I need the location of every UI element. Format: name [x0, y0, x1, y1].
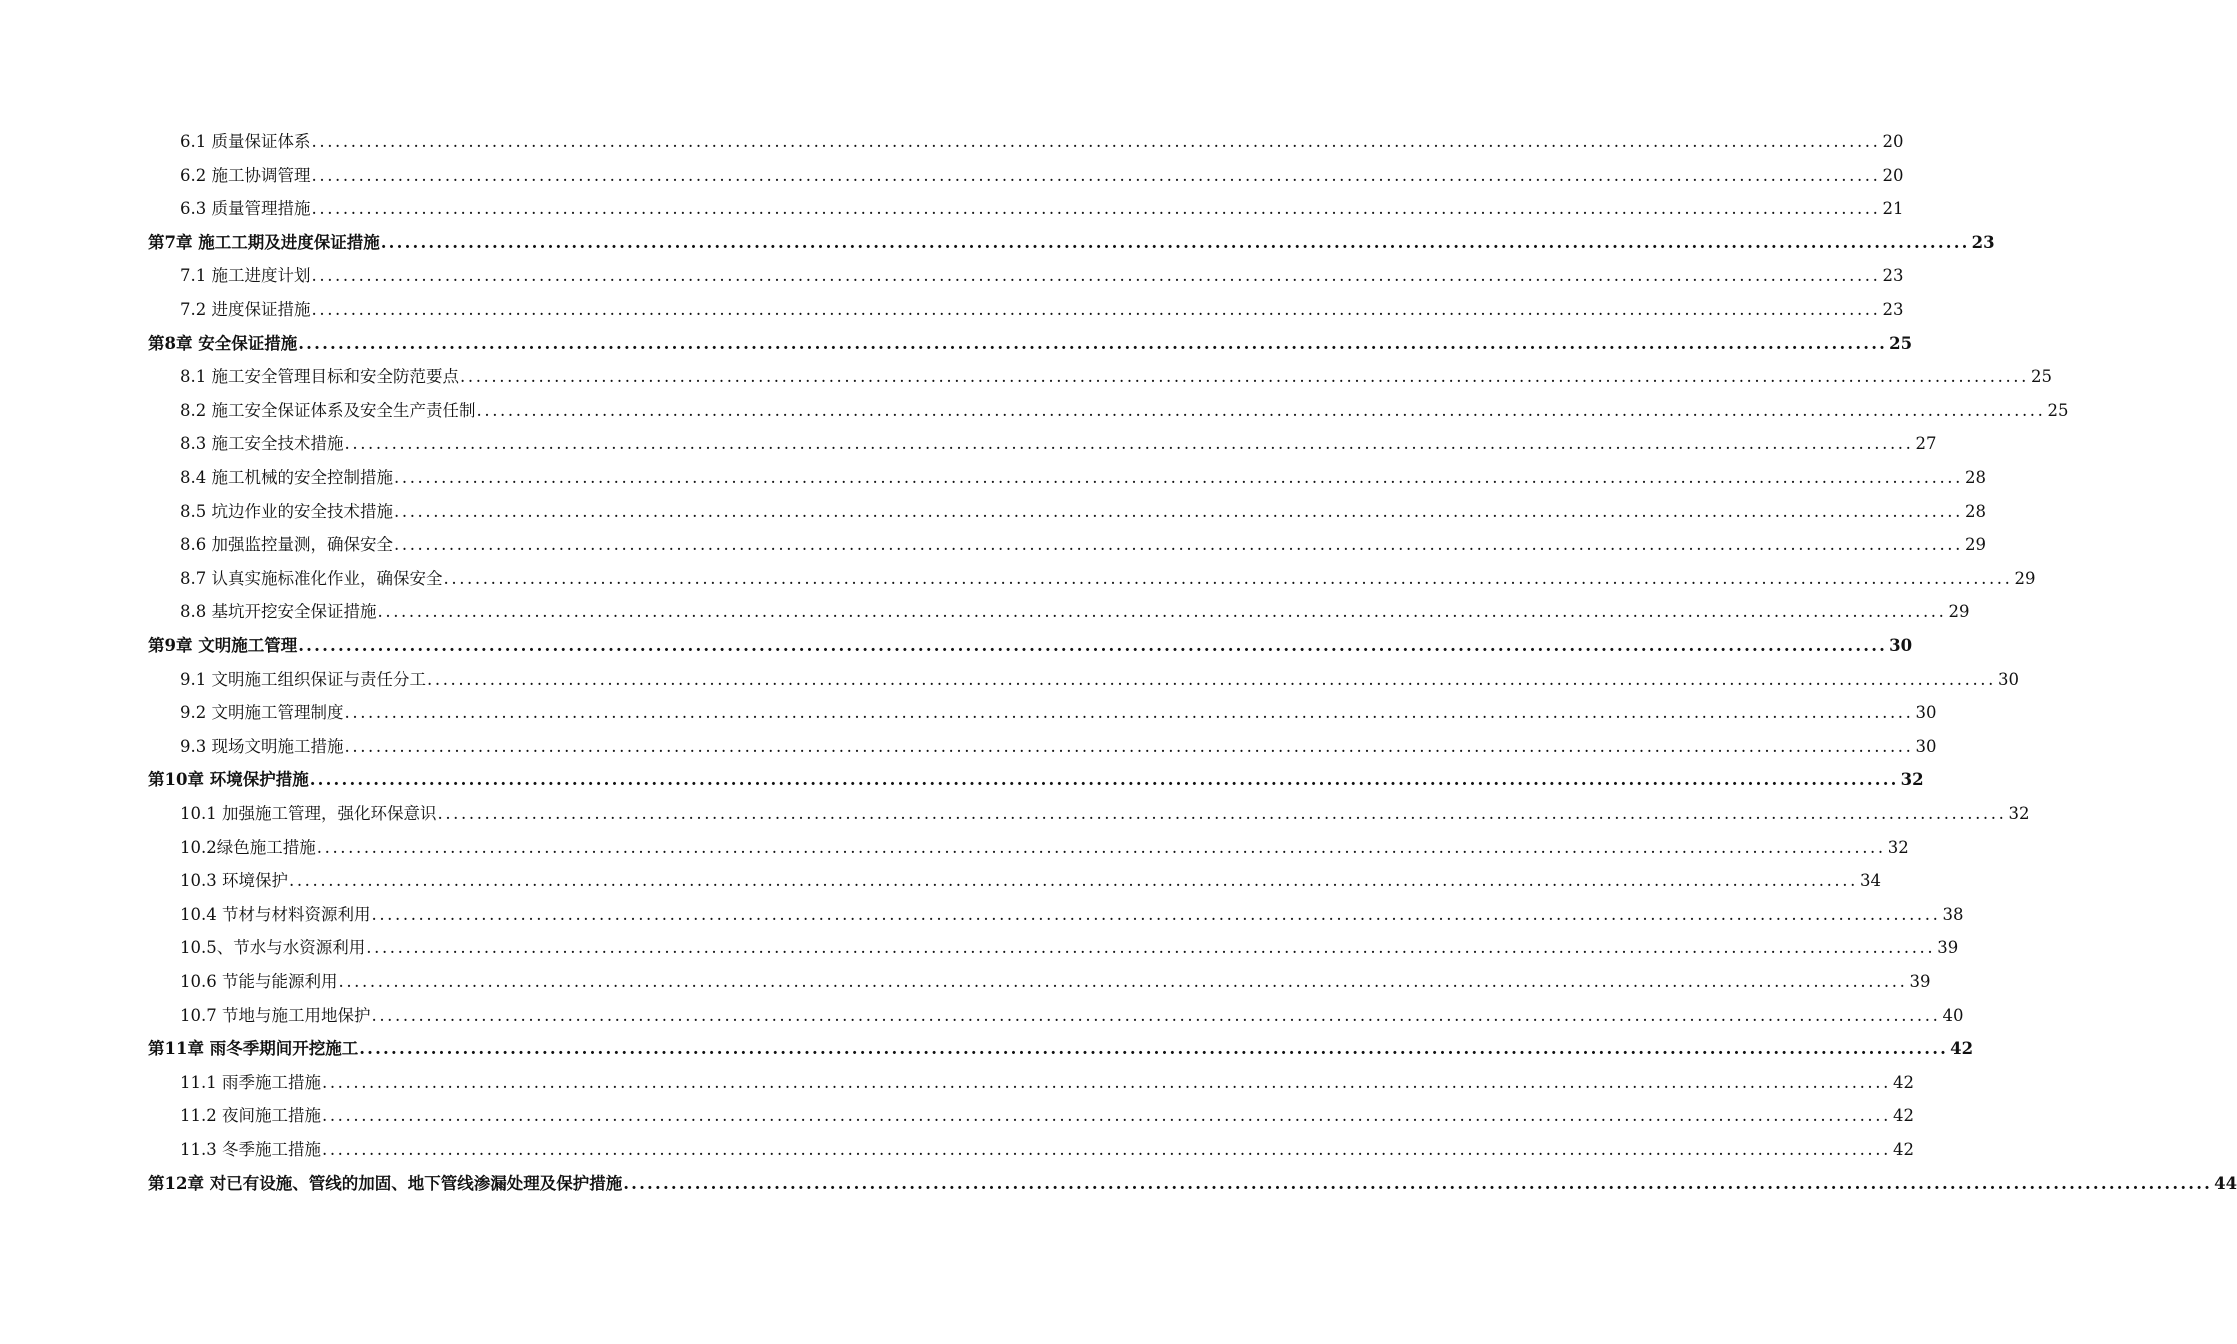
toc-dot-leader: ........................................................................................................................................................................................................	[366, 938, 1936, 958]
toc-entry-title: 6.2 施工协调管理	[180, 165, 311, 185]
toc-page-number: 23	[1882, 300, 1904, 319]
toc-dot-leader: ........................................................................................................................................................................................................	[437, 804, 2007, 823]
toc-dot-leader: ........................................................................................................................................................................................................	[288, 871, 1858, 891]
toc-dot-leader: ........................................................................................................................................................................................................	[460, 367, 2029, 387]
toc-dot-leader: ........................................................................................................................................................................................................	[344, 736, 1914, 756]
toc-dot-leader: ........................................................................................................................................................................................................	[298, 636, 1888, 655]
toc-entry-title: 第7章 施工工期及进度保证措施	[148, 232, 380, 252]
toc-section-entry[interactable]	[0, 1100, 1914, 1126]
toc-section-entry[interactable]	[0, 361, 2052, 387]
toc-page-number: 30	[1915, 736, 1937, 756]
toc-dot-leader: ........................................................................................................................................................................................................	[298, 333, 1888, 353]
toc-entry-title: 9.2 文明施工管理制度	[180, 703, 344, 723]
toc-dot-leader: ........................................................................................................................................................................................................	[321, 1140, 1891, 1159]
toc-section-entry[interactable]	[0, 126, 1904, 152]
toc-page-number: 28	[1964, 501, 1986, 521]
toc-entry-title: 6.3 质量管理措施	[180, 199, 311, 219]
toc-page-number: 23	[1882, 266, 1904, 286]
toc-section-entry[interactable]	[0, 193, 1904, 219]
toc-entry-title: 10.4 节材与材料资源利用	[180, 904, 371, 924]
toc-dot-leader: ........................................................................................................................................................................................................	[359, 1039, 1949, 1059]
toc-dot-leader: ........................................................................................................................................................................................................	[371, 1005, 1941, 1025]
toc-dot-leader: ........................................................................................................................................................................................................	[380, 232, 1970, 252]
toc-entry-title: 第11章 雨冬季期间开挖施工	[148, 1039, 359, 1059]
toc-chapter-entry[interactable]	[0, 630, 1913, 656]
toc-section-entry[interactable]	[0, 697, 1937, 723]
toc-section-entry[interactable]	[0, 966, 1931, 992]
toc-page-number: 40	[1942, 1005, 1964, 1025]
toc-section-entry[interactable]	[0, 865, 1881, 891]
toc-entry-title: 9.1 文明施工组织保证与责任分工	[180, 669, 426, 689]
toc-dot-leader: ........................................................................................................................................................................................................	[623, 1173, 2213, 1193]
toc-page-number: 44	[2214, 1173, 2237, 1193]
toc-section-entry[interactable]	[0, 529, 1986, 555]
toc-dot-leader: ........................................................................................................................................................................................................	[394, 468, 1963, 487]
toc-page-number: 21	[1882, 199, 1904, 219]
toc-page-number: 20	[1882, 132, 1904, 151]
toc-page-number: 25	[2047, 400, 2069, 420]
toc-entry-title: 8.7 认真实施标准化作业，确保安全	[180, 568, 443, 588]
toc-page-number: 39	[1937, 938, 1959, 958]
toc-entry-title: 9.3 现场文明施工措施	[180, 736, 344, 756]
toc-page-number: 42	[1950, 1039, 1974, 1059]
toc-page-number: 32	[2008, 804, 2030, 823]
toc-entry-title: 第10章 环境保护措施	[148, 770, 309, 790]
toc-dot-leader: ........................................................................................................................................................................................................	[311, 132, 1881, 151]
toc-entry-title: 第9章 文明施工管理	[148, 636, 298, 655]
toc-entry-title: 8.4 施工机械的安全控制措施	[180, 468, 393, 487]
toc-dot-leader: ........................................................................................................................................................................................................	[321, 1072, 1891, 1092]
toc-dot-leader: ........................................................................................................................................................................................................	[344, 703, 1914, 723]
toc-page-number: 29	[2014, 568, 2036, 588]
toc-page-number: 34	[1859, 871, 1881, 891]
toc-section-entry[interactable]	[0, 832, 1909, 858]
toc-dot-leader: ........................................................................................................................................................................................................	[443, 568, 2013, 588]
toc-dot-leader: ........................................................................................................................................................................................................	[371, 904, 1941, 924]
toc-entry-title: 第12章 对已有设施、管线的加固、地下管线渗漏处理及保护措施	[148, 1173, 623, 1193]
toc-dot-leader: ........................................................................................................................................................................................................	[394, 501, 1963, 521]
toc-page-number: 32	[1900, 770, 1924, 790]
toc-section-entry[interactable]	[0, 1067, 1914, 1093]
toc-chapter-entry[interactable]	[0, 1033, 1974, 1059]
toc-entry-title: 8.6 加强监控量测，确保安全	[180, 535, 393, 555]
toc-page-number: 20	[1882, 165, 1904, 185]
toc-dot-leader: ........................................................................................................................................................................................................	[476, 400, 2046, 420]
toc-section-entry[interactable]	[0, 899, 1964, 925]
toc-entry-title: 10.6 节能与能源利用	[180, 972, 338, 991]
toc-page-number: 39	[1909, 972, 1931, 991]
toc-entry-title: 10.1 加强施工管理，强化环保意识	[180, 804, 437, 823]
toc-dot-leader: ........................................................................................................................................................................................................	[311, 165, 1881, 185]
toc-entry-title: 7.2 进度保证措施	[180, 300, 311, 319]
toc-dot-leader: ........................................................................................................................................................................................................	[344, 434, 1914, 454]
toc-dot-leader: ........................................................................................................................................................................................................	[427, 669, 1996, 689]
toc-page-number: 42	[1892, 1140, 1914, 1159]
toc-chapter-entry[interactable]	[0, 227, 1995, 253]
toc-page-number: 28	[1964, 468, 1986, 487]
toc-page-number: 42	[1892, 1072, 1914, 1092]
toc-entry-title: 8.1 施工安全管理目标和安全防范要点	[180, 367, 459, 387]
toc-entry-title: 10.5、节水与水资源利用	[180, 938, 366, 958]
toc-page-number: 29	[1964, 535, 1986, 555]
toc-section-entry[interactable]	[0, 664, 2019, 690]
toc-section-entry[interactable]	[0, 563, 2036, 589]
toc-dot-leader: ........................................................................................................................................................................................................	[377, 602, 1947, 622]
toc-section-entry[interactable]	[0, 395, 2069, 421]
toc-section-entry[interactable]	[0, 160, 1904, 186]
toc-entry-title: 11.2 夜间施工措施	[180, 1106, 321, 1126]
toc-chapter-entry[interactable]	[0, 1168, 2237, 1194]
toc-section-entry[interactable]	[0, 1134, 1914, 1160]
toc-chapter-entry[interactable]	[0, 328, 1913, 354]
toc-dot-leader: ........................................................................................................................................................................................................	[311, 266, 1881, 286]
toc-entry-title: 8.3 施工安全技术措施	[180, 434, 344, 454]
toc-page-number: 30	[1915, 703, 1937, 723]
toc-dot-leader: ........................................................................................................................................................................................................	[311, 300, 1881, 319]
toc-page-number: 38	[1942, 904, 1964, 924]
toc-entry-title: 8.8 基坑开挖安全保证措施	[180, 602, 377, 622]
toc-page-number: 25	[2030, 367, 2052, 387]
toc-chapter-entry[interactable]	[0, 764, 1924, 790]
toc-dot-leader: ........................................................................................................................................................................................................	[338, 972, 1908, 991]
toc-page-number: 27	[1915, 434, 1937, 454]
toc-entry-title: 7.1 施工进度计划	[180, 266, 311, 286]
toc-entry-title: 10.2绿色施工措施	[180, 837, 316, 857]
toc-entry-title: 第8章 安全保证措施	[148, 333, 298, 353]
toc-page-number: 29	[1948, 602, 1970, 622]
toc-entry-title: 10.3 环境保护	[180, 871, 288, 891]
toc-page-number: 30	[1997, 669, 2019, 689]
toc-section-entry[interactable]	[0, 596, 1970, 622]
toc-dot-leader: ........................................................................................................................................................................................................	[321, 1106, 1891, 1126]
toc-section-entry[interactable]	[0, 932, 1959, 958]
toc-entry-title: 11.3 冬季施工措施	[180, 1140, 321, 1159]
toc-page-number: 32	[1887, 837, 1909, 857]
toc-page-number: 42	[1892, 1106, 1914, 1126]
toc-section-entry[interactable]	[0, 1000, 1964, 1026]
toc-dot-leader: ........................................................................................................................................................................................................	[309, 770, 1899, 790]
toc-entry-title: 11.1 雨季施工措施	[180, 1072, 321, 1092]
toc-page-number: 23	[1971, 232, 1995, 252]
toc-section-entry[interactable]	[0, 294, 1904, 320]
toc-section-entry[interactable]	[0, 260, 1904, 286]
toc-dot-leader: ........................................................................................................................................................................................................	[394, 535, 1963, 555]
toc-entry-title: 10.7 节地与施工用地保护	[180, 1005, 371, 1025]
toc-section-entry[interactable]	[0, 428, 1937, 454]
toc-dot-leader: ........................................................................................................................................................................................................	[316, 837, 1886, 857]
toc-entry-title: 8.2 施工安全保证体系及安全生产责任制	[180, 400, 476, 420]
toc-section-entry[interactable]	[0, 462, 1986, 488]
toc-section-entry[interactable]	[0, 731, 1937, 757]
toc-section-entry[interactable]	[0, 496, 1986, 522]
toc-page-number: 30	[1889, 636, 1913, 655]
toc-dot-leader: ........................................................................................................................................................................................................	[311, 199, 1881, 219]
toc-page-number: 25	[1889, 333, 1913, 353]
toc-entry-title: 6.1 质量保证体系	[180, 132, 311, 151]
toc-section-entry[interactable]	[0, 798, 2030, 824]
toc-entry-title: 8.5 坑边作业的安全技术措施	[180, 501, 393, 521]
